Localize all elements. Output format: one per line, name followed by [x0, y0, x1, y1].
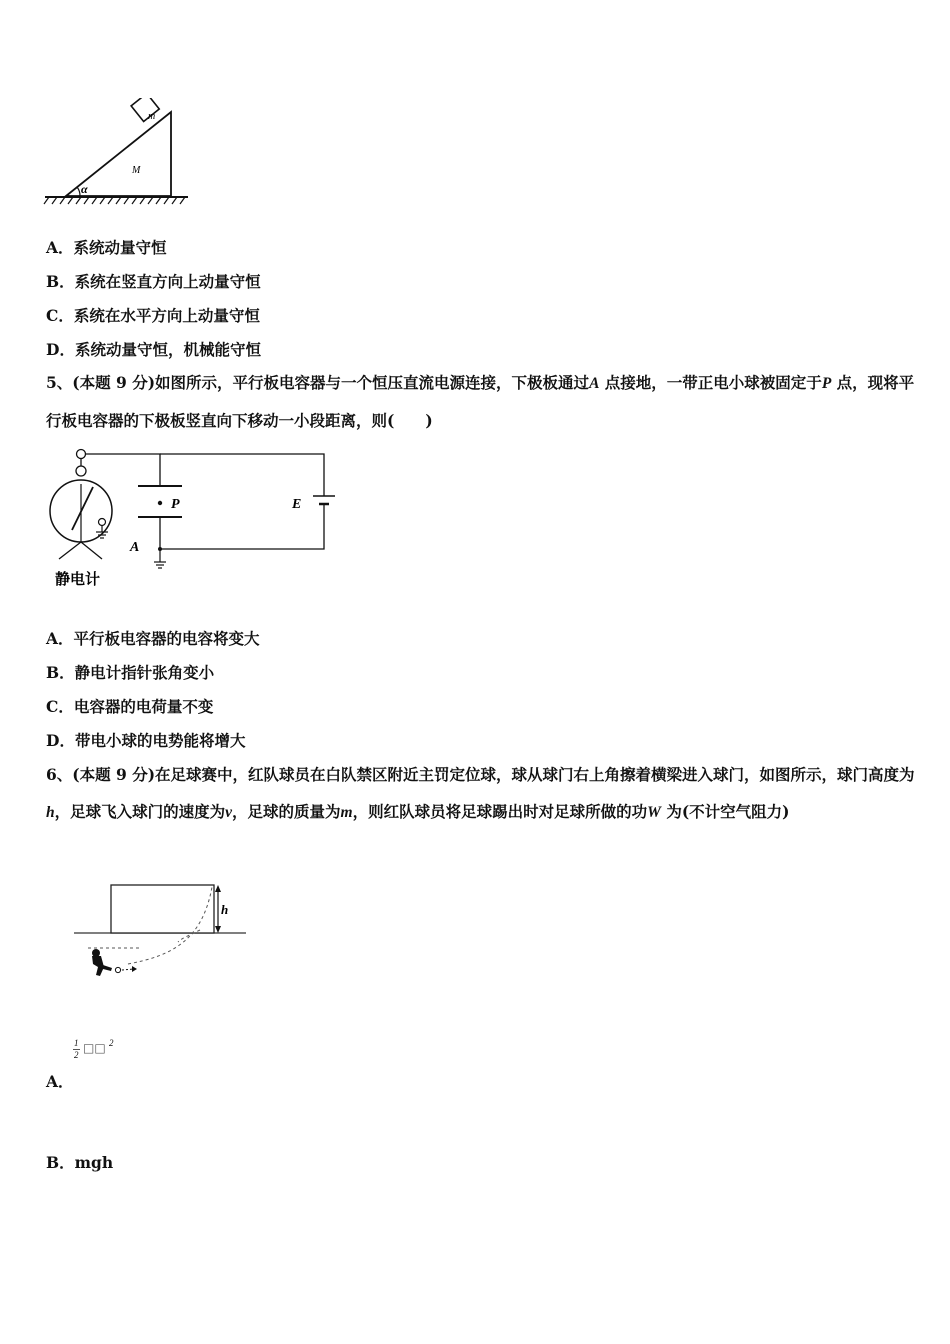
stem-text: ，足球飞入球门的速度为	[54, 802, 226, 821]
height-arrow-head-top	[215, 885, 221, 892]
q6-option-a[interactable]	[46, 1070, 74, 1092]
option-letter: B．	[46, 1153, 75, 1172]
option-letter: A．	[46, 1072, 74, 1091]
ground-hatch	[44, 197, 185, 204]
stem-text: 点，现将平行板电容器的下极板竖直向下移动一小段距离，则( )	[46, 373, 915, 430]
electroscope-ground-terminal	[99, 519, 106, 526]
stem-text: ，则红队球员将足球踢出时对足球所做的功	[352, 802, 648, 821]
q6-option-b[interactable]	[46, 1151, 113, 1173]
label-M: M	[132, 165, 141, 176]
label-E: E	[292, 497, 302, 512]
option-letter: C．	[46, 697, 74, 716]
option-letter: A．	[46, 238, 74, 257]
q4-option-b[interactable]	[46, 270, 261, 292]
q5-option-c[interactable]	[46, 695, 213, 717]
option-text: 电容器的电荷量不变	[73, 697, 214, 716]
var-A: A	[589, 375, 600, 392]
electroscope-caption: 静电计	[55, 570, 101, 588]
kick-arrow-head	[132, 966, 137, 972]
option-letter: B．	[46, 272, 75, 291]
q6-option-a-formula	[72, 1038, 122, 1068]
height-arrow-head-bottom	[215, 926, 221, 933]
question-score: (本题 9 分)	[72, 373, 156, 392]
question-number: 6、	[46, 765, 73, 784]
option-letter: B．	[46, 663, 75, 682]
incline-figure	[40, 98, 200, 210]
var-v: v	[225, 804, 233, 821]
label-A: A	[130, 540, 140, 555]
wire-right-top	[160, 454, 324, 496]
option-text: 系统动量守恒	[73, 238, 167, 257]
electroscope-terminal	[77, 450, 86, 459]
option-letter: A．	[46, 629, 74, 648]
var-h: h	[46, 804, 55, 821]
fraction-numerator: 1	[74, 1038, 79, 1048]
stem-text: 如图所示，平行板电容器与一个恒压直流电源连接，下极板通过	[155, 373, 590, 392]
option-text: 系统在水平方向上动量守恒	[73, 306, 260, 325]
exponent: 2	[109, 1038, 114, 1048]
stem-text: 为(不计空气阻力)	[660, 802, 790, 821]
q4-option-a[interactable]	[46, 236, 167, 258]
q5-option-a[interactable]	[46, 627, 260, 649]
q5-stem	[46, 364, 916, 439]
option-text: 带电小球的电势能将增大	[74, 731, 246, 750]
var-W: W	[647, 804, 661, 821]
stem-text: ，足球的质量为	[232, 802, 341, 821]
angle-arc	[77, 187, 80, 196]
q4-option-c[interactable]	[46, 304, 260, 326]
label-m: m	[148, 111, 156, 122]
var-m: m	[340, 804, 353, 821]
kicker-figure	[92, 949, 112, 976]
q6-stem	[46, 756, 916, 831]
capacitor-circuit-figure	[44, 444, 344, 594]
electroscope-leg	[81, 542, 102, 559]
option-text: 系统动量守恒，机械能守恒	[74, 340, 261, 359]
label-alpha: α	[81, 182, 88, 196]
option-letter: D．	[46, 731, 75, 750]
question-score: (本题 9 分)	[72, 765, 156, 784]
wire-top	[85, 454, 160, 486]
option-letter: C．	[46, 306, 74, 325]
stem-text: 点接地，一带正电小球被固定于	[599, 373, 822, 392]
q4-option-d[interactable]	[46, 338, 261, 360]
label-h: h	[221, 902, 229, 917]
var-P: P	[821, 375, 832, 392]
option-text: 系统在竖直方向上动量守恒	[74, 272, 261, 291]
football	[115, 967, 120, 972]
football-goal-figure	[70, 880, 250, 980]
option-text: 静电计指针张角变小	[74, 663, 215, 682]
question-number: 5、	[46, 373, 73, 392]
option-letter: D．	[46, 340, 75, 359]
label-P: P	[171, 497, 180, 512]
q5-option-b[interactable]	[46, 661, 214, 683]
goal-frame	[111, 885, 214, 933]
charged-ball-p	[158, 501, 162, 505]
missing-glyph-boxes: □□	[83, 1041, 106, 1055]
q5-option-d[interactable]	[46, 729, 245, 751]
option-text: mgh	[74, 1153, 114, 1172]
option-text: 平行板电容器的电容将变大	[73, 629, 260, 648]
fraction-denominator: 2	[74, 1050, 79, 1060]
electroscope-head	[76, 466, 86, 476]
electroscope-leg	[59, 542, 81, 559]
stem-text: 在足球赛中，红队球员在白队禁区附近主罚定位球，球从球门右上角擦着横梁进入球门，如图所示，球门高度为	[155, 765, 915, 784]
